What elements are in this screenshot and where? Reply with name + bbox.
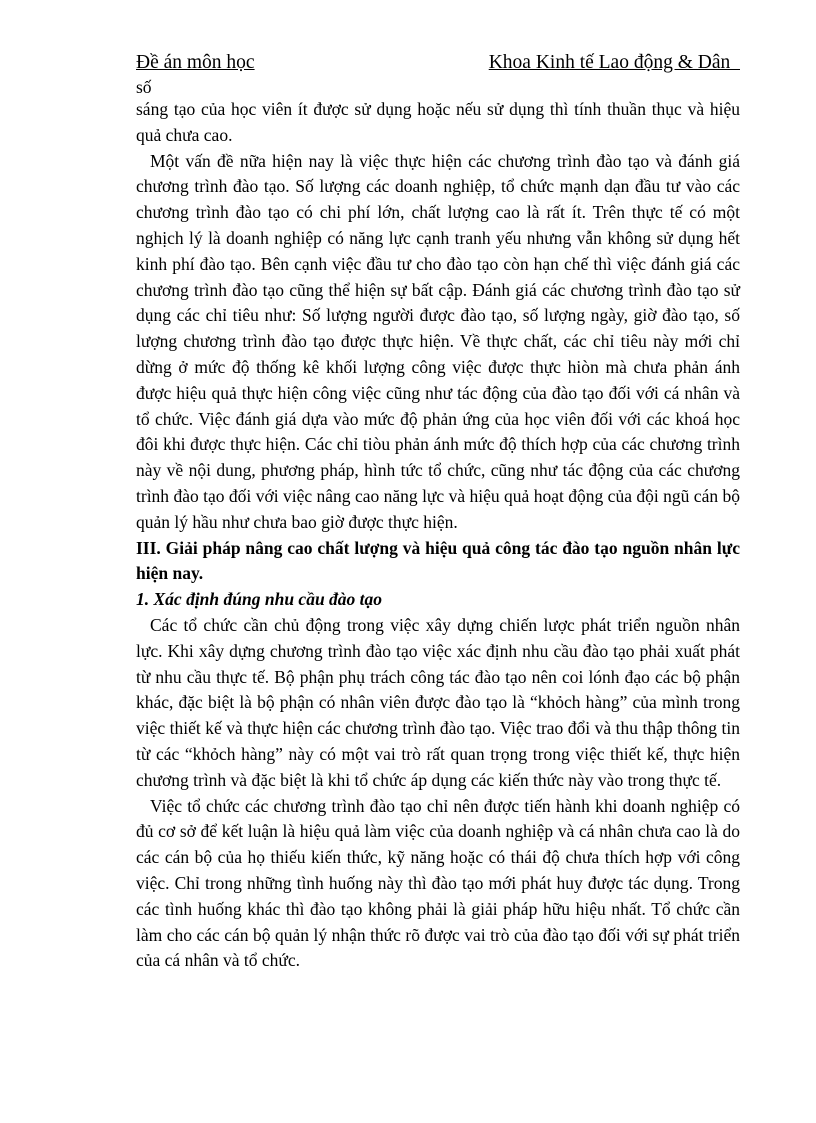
section-heading: III. Giải pháp nâng cao chất lượng và hiệu quả công tác đào tạo nguồn nhân lực hiện nay. (136, 537, 740, 584)
paragraph-training-evaluation: Một vấn đề nữa hiện nay là việc thực hiện các chương trình đào tạo và đánh giá chương trình đào tạo. Số lượng các doanh nghiệp, tổ chức mạnh dạn đầu tư vào các chương trình đào tạo có chi phí lớn, chất lượng cao là rất ít. Trên thực tế có một nghịch lý là doanh nghiệp có năng lực cạnh tranh yếu nhưng vẫn không sử dụng hết kinh phí đào tạo. Bên cạnh việc đầu tư cho đào tạo còn hạn chế thì việc đánh giá các chương trình đào tạo cũng thể hiện sự bất cập. Đánh giá các chương trình đào tạo sử dụng các chỉ tiêu như: Số lượng người được đào tạo, số lượng ngày, giờ đào tạo, số lượng chương trình đào tạo được thực hiện. Về thực chất, các chỉ tiêu này mới chỉ dừng ở mức độ thống kê khối lượng công việc được thực hiòn mà chưa phản ánh được hiệu quả thực hiện công việc cũng như tác động của đào tạo đối với cá nhân và tổ chức. Việc đánh giá dựa vào mức độ phản ứng của học viên đối với các khoá học đôi khi được thực hiện. Các chỉ tiòu phản ánh mức độ thích hợp của các chương trình này về nội dung, phương pháp, hình tức tổ chức, cũng như tác động của các chương trình đào tạo đối với việc nâng cao năng lực và hiệu quả hoạt động của đội ngũ cán bộ quản lý hầu như chưa bao giờ được thực hiện. (136, 150, 740, 532)
header-course-title: Đề án môn học (136, 52, 255, 73)
paragraph-training-needs: Các tổ chức cần chủ động trong việc xây dựng chiến lược phát triển nguồn nhân lực. Khi xây dựng chương trình đào tạo việc xác định nhu cầu đào tạo phải xuất phát từ nhu cầu thực tế. Bộ phận phụ trách công tác đào tạo nên coi lónh đạo các bộ phận khác, đặc biệt là bộ phận có nhân viên được đào tạo là “khỏch hàng” của mình trong việc thiết kế và thực hiện các chương trình đào tạo. Việc trao đổi và thu thập thông tin từ các “khỏch hàng” này có một vai trò rất quan trọng trong việc thiết kế, thực hiện chương trình và đặc biệt là khi tổ chức áp dụng các kiến thức này vào trong thực tế. (136, 614, 740, 790)
subsection-heading: 1. Xác định đúng nhu cầu đào tạo (136, 589, 383, 610)
document-page (136, 50, 740, 974)
paragraph-continued: sáng tạo của học viên ít được sử dụng hoặc nếu sử dụng thì tính thuần thục và hiệu quả chưa cao. (136, 99, 740, 145)
paragraph-training-conditions: Việc tổ chức các chương trình đào tạo chỉ nên được tiến hành khi doanh nghiệp có đủ cơ sở để kết luận là hiệu quả làm việc của doanh nghiệp và cá nhân chưa cao là do các cán bộ của họ thiếu kiến thức, kỹ năng hoặc có thái độ chưa thích hợp với công việc. Chỉ trong những tình huống này thì đào tạo mới phát huy được tác dụng. Trong các tình huống khác thì đào tạo không phải là giải pháp hữu hiệu nhất. Tổ chức cần làm cho các cán bộ quản lý nhận thức rõ được vai trò của đào tạo đối với sự phát triển của cá nhân và tổ chức. (136, 795, 740, 971)
header-wrap-text: số (136, 77, 152, 97)
header-faculty-name: Khoa Kinh tế Lao động & Dân (488, 52, 740, 73)
page-header (136, 50, 740, 78)
